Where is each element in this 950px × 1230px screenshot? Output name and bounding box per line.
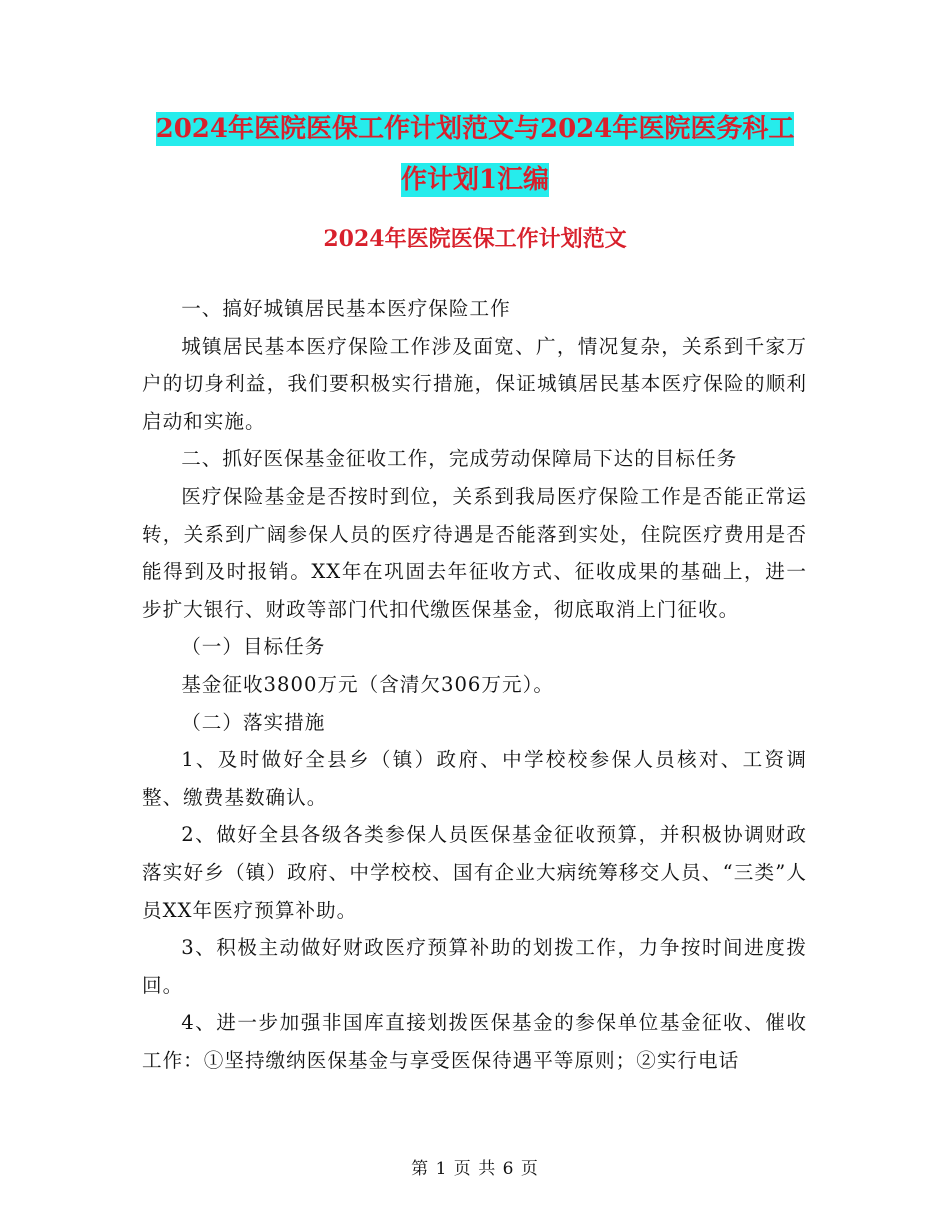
page-footer: 第 1 页 共 6 页 — [411, 1159, 539, 1179]
list-item: 4、进一步加强非国库直接划拨医保基金的参保单位基金征收、催收工作：①坚持缴纳医保基金与享受医保待遇平等原则；②实行电话 — [142, 1011, 807, 1072]
subheading-target: （一）目标任务 — [181, 635, 326, 659]
list-item: 3、积极主动做好财政医疗预算补助的划拨工作，力争按时间进度拨回。 — [142, 936, 807, 997]
subheading-measures: （二）落实措施 — [181, 710, 326, 734]
paragraph-heading-1: 一、搞好城镇居民基本医疗保险工作 — [181, 297, 511, 320]
paragraph: 医疗保险基金是否按时到位，关系到我局医疗保险工作是否能正常运转，关系到广阔参保人员的医疗待遇是否能落到实处，住院医疗费用是否能得到及时报销。XX年在巩固去年征收方式、征收成果的基础上，进一步扩大银行、财政等部门代扣代缴医保基金，彻底取消上门征收。 — [142, 484, 807, 621]
document-title — [60, 104, 890, 206]
list-item: 1、及时做好全县乡（镇）政府、中学校校参保人员核对、工资调整、缴费基数确认。 — [142, 748, 807, 809]
paragraph: 基金征收3800万元（含清欠306万元）。 — [181, 672, 554, 696]
document-title-line-2: 作计划1汇编 — [400, 165, 550, 195]
document-body — [142, 290, 807, 1079]
document-title-line-1: 2024年医院医保工作计划范文与2024年医院医务科工 — [155, 114, 795, 144]
section-title: 2024年医院医保工作计划范文 — [323, 226, 627, 252]
paragraph: 城镇居民基本医疗保险工作涉及面宽、广，情况复杂，关系到千家万户的切身利益，我们要积极实行措施，保证城镇居民基本医疗保险的顺利启动和实施。 — [142, 334, 807, 433]
list-item: 2、做好全县各级各类参保人员医保基金征收预算，并积极协调财政落实好乡（镇）政府、中学校校、国有企业大病统筹移交人员、“三类”人员XX年医疗预算补助。 — [142, 823, 807, 922]
paragraph-heading-2: 二、抓好医保基金征收工作，完成劳动保障局下达的目标任务 — [181, 447, 738, 471]
